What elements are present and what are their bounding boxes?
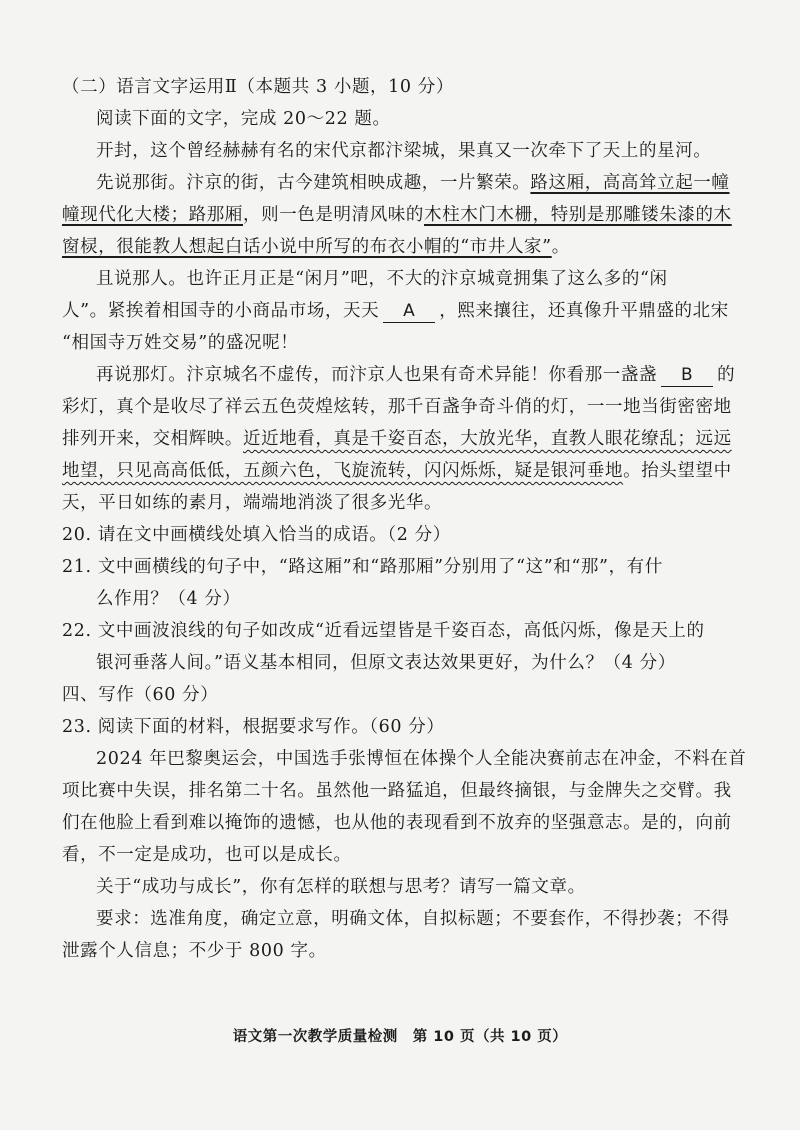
blank-b: B [661, 364, 713, 387]
requirements-line-1: 要求：选准角度，确定立意，明确文体，自拟标题；不要套作，不得抄袭；不得 [96, 909, 730, 929]
underlined-sentence-part: 幢现代化大楼；路那厢 [62, 205, 243, 225]
wavy-underlined-sentence: 地望，只见高高低低，五颜六色，飞旋流转，闪闪烁烁，疑是银河垂地 [62, 461, 624, 481]
underlined-sentence-part: 路这厢，高高耸立起一幢 [530, 173, 730, 193]
material-line-4: 看，不一定是成功，也可以是成长。 [62, 845, 352, 865]
question-21-line-2: 么作用？（4 分） [96, 589, 241, 609]
underlined-sentence-part: 木柱木门木栅，特别是那雕镂朱漆的木 [424, 205, 732, 225]
question-21-line-1: 21. 文中画横线的句子中，“路这厢”和“路那厢”分别用了“这”和“那”，有什 [62, 557, 663, 577]
paragraph-1: 开封，这个曾经赫赫有名的宋代京都汴梁城，果真又一次牵下了天上的星河。 [96, 141, 712, 161]
paragraph-4-line-3 [62, 424, 762, 454]
requirements-line-2: 泄露个人信息；不少于 800 字。 [62, 941, 327, 961]
paragraph-2-line-3 [62, 232, 762, 262]
wavy-underlined-sentence: 近近地看，真是千姿百态，大放光华，直教人眼花缭乱；远远 [243, 429, 732, 449]
writing-prompt: 关于“成功与成长”，你有怎样的联想与思考？请写一篇文章。 [96, 877, 586, 897]
p2-text: 先说那街。汴京的街，古今建筑相映成趣，一片繁荣。 [96, 173, 531, 193]
p4-text: 排列开来，交相辉映。 [62, 429, 243, 449]
p4-text: 的 [717, 365, 736, 385]
p3-text: 人”。紧挨着相国寺的小商品市场，天天 [62, 301, 380, 321]
paragraph-4-line-4 [62, 456, 762, 486]
reading-instruction: 阅读下面的文字，完成 20～22 题。 [96, 109, 391, 129]
section-header: （二）语言文字运用Ⅱ（本题共 3 小题，10 分） [62, 77, 454, 97]
paragraph-4-line-5: 天，平日如练的素月，端端地消淡了很多光华。 [62, 493, 443, 513]
p4-text: 。抬头望望中 [623, 461, 732, 481]
paragraph-4-line-2: 彩灯，真个是收尽了祥云五色荧煌炫转，那千百盏争奇斗俏的灯，一一地当街密密地 [62, 397, 732, 417]
p3-text: ，熙来攘往，还真像升平鼎盛的北宋 [439, 301, 729, 321]
paragraph-2-line-1 [96, 168, 762, 198]
question-20: 20. 请在文中画横线处填入恰当的成语。（2 分） [62, 525, 451, 545]
material-line-3: 们在他脸上看到难以掩饰的遗憾，也从他的表现看到不放弃的坚强意志。是的，向前 [62, 813, 732, 833]
material-line-2: 项比赛中失误，排名第二十名。虽然他一路猛追，但最终摘银，与金牌失之交臂。我 [62, 781, 732, 801]
paragraph-3-line-1: 且说那人。也许正月正是“闲月”吧，不大的汴京城竟拥集了这么多的“闲 [96, 269, 668, 289]
paragraph-3-line-2 [62, 296, 762, 326]
paragraph-3-line-3: “相国寺万姓交易”的盛况呢！ [62, 333, 299, 353]
page-footer: 语文第一次教学质量检测 第 10 页（共 10 页） [232, 1029, 568, 1045]
p2-text: ，则一色是明清风味的 [243, 205, 424, 225]
paragraph-2-line-2 [62, 200, 762, 230]
section-4-title: 四、写作（60 分） [62, 685, 219, 705]
question-23: 23. 阅读下面的材料，根据要求写作。（60 分） [62, 717, 445, 737]
material-line-1: 2024 年巴黎奥运会，中国选手张博恒在体操个人全能决赛前志在冲金，不料在首 [96, 749, 747, 769]
p4-text: 再说那灯。汴京城名不虚传，而汴京人也果有奇术异能！你看那一盏盏 [96, 365, 658, 385]
p2-text: 。 [551, 237, 570, 257]
question-22-line-2: 银河垂落人间。”语义基本相同，但原文表达效果更好，为什么？（4 分） [96, 653, 676, 673]
underlined-sentence-part: 窗棂，很能教人想起白话小说中所写的布衣小帽的“市井人家” [62, 237, 552, 257]
question-22-line-1: 22. 文中画波浪线的句子如改成“近看远望皆是千姿百态，高低闪烁，像是天上的 [62, 621, 705, 641]
blank-a: A [383, 300, 435, 323]
paragraph-4-line-1 [96, 360, 762, 390]
